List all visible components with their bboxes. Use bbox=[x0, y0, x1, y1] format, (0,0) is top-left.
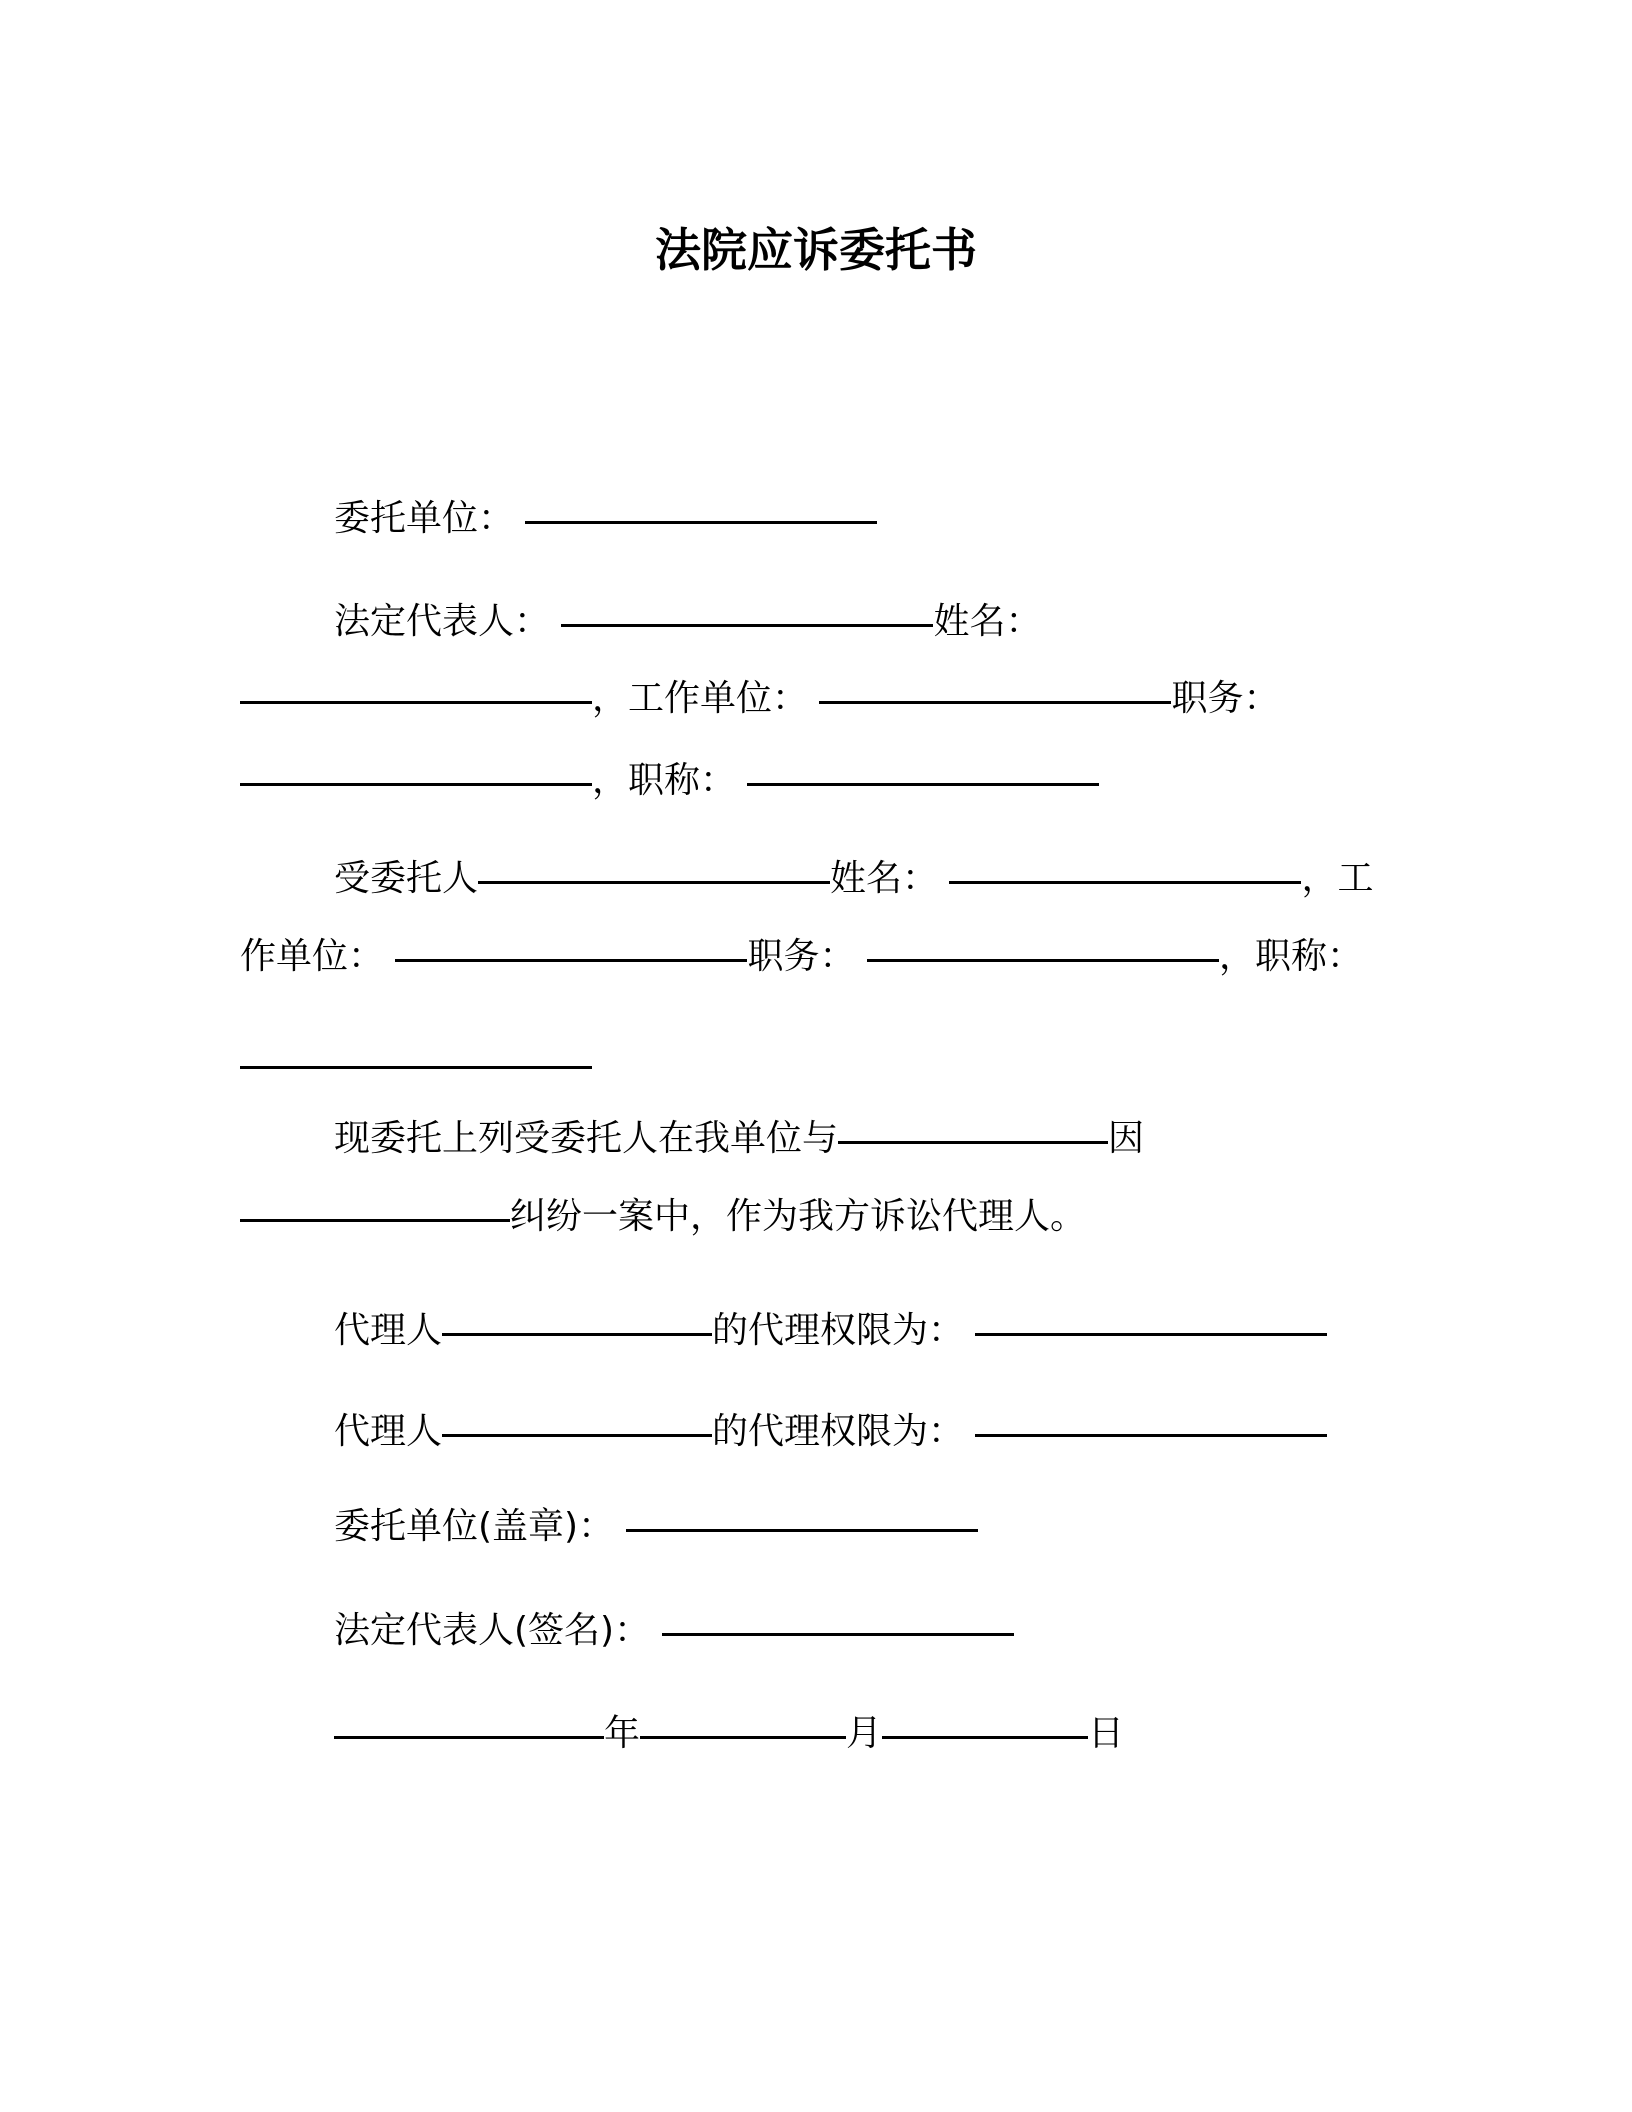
agent-name-label: 姓名： bbox=[830, 858, 939, 899]
agent-authority-line-1 bbox=[334, 1307, 1327, 1355]
agent-label: 受委托人 bbox=[334, 858, 479, 899]
legal-rep-work-unit-label: ，工作单位： bbox=[592, 678, 809, 719]
legal-rep-line bbox=[334, 598, 1041, 646]
agent-authority-line-2 bbox=[334, 1408, 1327, 1456]
legal-rep-line-2 bbox=[240, 675, 1279, 723]
agent-line bbox=[334, 855, 1374, 903]
agent-authority-label-1: 代理人 bbox=[334, 1310, 443, 1351]
legal-rep-title-label: ，职称： bbox=[592, 760, 737, 801]
year-label: 年 bbox=[604, 1713, 641, 1754]
seal-line bbox=[334, 1503, 978, 1551]
day-label: 日 bbox=[1088, 1713, 1125, 1754]
legal-rep-work-unit-blank[interactable] bbox=[819, 701, 1171, 704]
signature-label: 法定代表人(签名)： bbox=[334, 1610, 651, 1651]
agent-work-unit-label-part2: 作单位： bbox=[240, 936, 385, 977]
agent-name-blank[interactable] bbox=[949, 881, 1301, 884]
entrusting-unit-label: 委托单位： bbox=[334, 498, 515, 539]
agent-authority-scope-blank-1[interactable] bbox=[975, 1333, 1327, 1336]
agent-blank[interactable] bbox=[478, 881, 830, 884]
agent-authority-label-2: 代理人 bbox=[334, 1411, 443, 1452]
legal-rep-name-blank[interactable] bbox=[240, 701, 592, 704]
agent-line-2 bbox=[240, 933, 1363, 981]
seal-blank[interactable] bbox=[626, 1529, 978, 1532]
day-blank[interactable] bbox=[882, 1736, 1088, 1739]
seal-label: 委托单位(盖章)： bbox=[334, 1506, 615, 1547]
agent-title-blank[interactable] bbox=[240, 1066, 592, 1069]
agent-authority-name-blank-2[interactable] bbox=[442, 1434, 712, 1437]
month-blank[interactable] bbox=[640, 1736, 846, 1739]
month-label: 月 bbox=[846, 1713, 883, 1754]
year-blank[interactable] bbox=[334, 1736, 604, 1739]
agent-authority-name-blank-1[interactable] bbox=[442, 1333, 712, 1336]
legal-rep-blank[interactable] bbox=[561, 624, 933, 627]
date-line bbox=[334, 1710, 1124, 1758]
agent-authority-scope-label-2: 的代理权限为： bbox=[712, 1411, 965, 1452]
document-title: 法院应诉委托书 bbox=[655, 223, 977, 277]
agent-work-unit-blank[interactable] bbox=[395, 959, 747, 962]
agent-line-3 bbox=[240, 1040, 592, 1088]
agent-authority-scope-label-1: 的代理权限为： bbox=[712, 1310, 965, 1351]
entrust-statement-label: 现委托上列受委托人在我单位与 bbox=[334, 1118, 839, 1159]
agent-title-label: ，职称： bbox=[1218, 936, 1363, 977]
agent-work-unit-label-part1: ，工 bbox=[1301, 858, 1374, 899]
signature-line bbox=[334, 1607, 1014, 1655]
legal-rep-position-blank[interactable] bbox=[240, 783, 592, 786]
entrusting-unit-blank[interactable] bbox=[525, 521, 877, 524]
dispute-type-blank[interactable] bbox=[240, 1219, 510, 1222]
agent-position-blank[interactable] bbox=[867, 959, 1219, 962]
entrust-statement-line bbox=[334, 1115, 1144, 1163]
entrust-statement-line-2 bbox=[240, 1193, 1086, 1241]
cause-label: 因 bbox=[1108, 1118, 1145, 1159]
agent-position-label: 职务： bbox=[747, 936, 856, 977]
agent-authority-scope-blank-2[interactable] bbox=[975, 1434, 1327, 1437]
legal-rep-position-label: 职务： bbox=[1171, 678, 1280, 719]
legal-rep-title-blank[interactable] bbox=[747, 783, 1099, 786]
legal-rep-name-label: 姓名： bbox=[933, 601, 1042, 642]
signature-blank[interactable] bbox=[662, 1633, 1014, 1636]
opposing-party-blank[interactable] bbox=[838, 1141, 1108, 1144]
dispute-statement-text: 纠纷一案中，作为我方诉讼代理人。 bbox=[510, 1196, 1087, 1237]
legal-rep-label: 法定代表人： bbox=[334, 601, 551, 642]
legal-rep-line-3 bbox=[240, 757, 1099, 805]
entrusting-unit-line bbox=[334, 495, 877, 543]
